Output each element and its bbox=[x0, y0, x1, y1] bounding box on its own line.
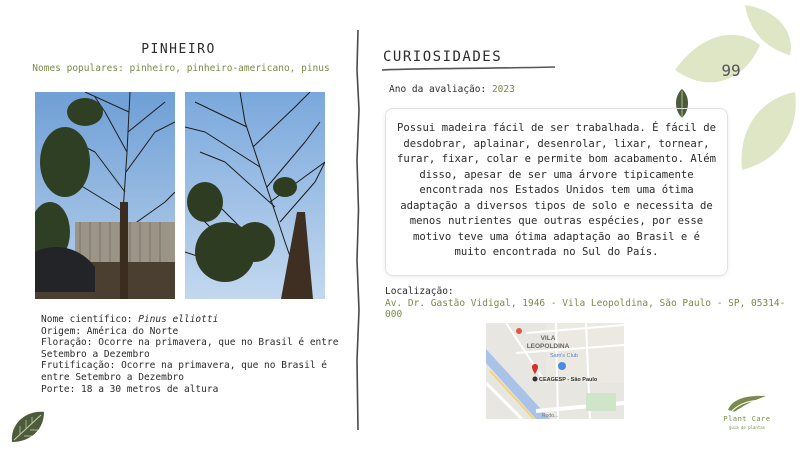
plant-care-logo bbox=[726, 392, 768, 414]
plant-facts bbox=[41, 314, 341, 395]
size-row: Porte: 18 a 30 metros de altura bbox=[41, 383, 219, 395]
year-label: Ano da avaliação: bbox=[389, 84, 492, 95]
title-underline bbox=[381, 66, 556, 72]
year-value: 2023 bbox=[491, 84, 515, 95]
plant-title: PINHEIRO bbox=[141, 42, 216, 57]
map-road-label: Rodo... bbox=[542, 413, 559, 419]
corner-leaf-icon bbox=[8, 406, 48, 446]
vertical-divider bbox=[352, 30, 364, 430]
tree-photo-1 bbox=[35, 92, 175, 299]
map-poi-1: Sam's Club bbox=[550, 353, 578, 359]
leaf-shape bbox=[741, 92, 795, 170]
scientific-name-row bbox=[41, 314, 341, 326]
curiosities-title: CURIOSIDADES bbox=[383, 49, 503, 65]
location-address: Av. Dr. Gastão Vidigal, 1946 - Vila Leopoldina, São Paulo - SP, 05314-000 bbox=[385, 298, 786, 320]
map-poi-2: CEAGESP - São Paulo bbox=[539, 377, 598, 383]
location-label: Localização: bbox=[385, 286, 454, 297]
evaluation-year bbox=[389, 84, 515, 95]
map-district-label: VILA bbox=[540, 335, 556, 342]
curiosities-text: Possui madeira fácil de ser trabalhada. É fácil de desdobrar, aplainar, desenrolar, lixar, tornear, furar, fixar, colar e permite bom acabamento. Além disso, apesar de ser uma árvore tipicamente encontrada nos Estados Unidos tem uma ótima adaptação a diversos tipos de solo e necessita de menos nutrientes que outras espécies, por esse motivo teve uma ótima adaptação ao Brasil e é muito encontrada no Sul do País. bbox=[385, 108, 728, 276]
flowering-row: Floração: Ocorre na primavera, que no Brasil é entre Setembro a Dezembro bbox=[41, 337, 339, 360]
popular-names: Nomes populares: pinheiro, pinheiro-americano, pinus bbox=[32, 63, 330, 74]
brand-tagline: guia de plantas bbox=[728, 425, 766, 430]
map-district-label-2: LEOPOLDINA bbox=[526, 343, 570, 350]
location-map[interactable] bbox=[486, 323, 624, 419]
scientific-label: Nome científico: bbox=[41, 314, 139, 325]
scientific-name: Pinus elliotti bbox=[138, 314, 219, 325]
page-number: 99 bbox=[721, 61, 741, 80]
origin-row: Origem: América do Norte bbox=[41, 325, 179, 337]
fruiting-row: Frutificação: Ocorre na primavera, que no Brasil é entre Setembro a Dezembro bbox=[41, 360, 327, 383]
tree-photo-2 bbox=[185, 92, 325, 299]
brand-name: Plant Care bbox=[723, 415, 771, 423]
map-poi-icon bbox=[558, 362, 566, 370]
